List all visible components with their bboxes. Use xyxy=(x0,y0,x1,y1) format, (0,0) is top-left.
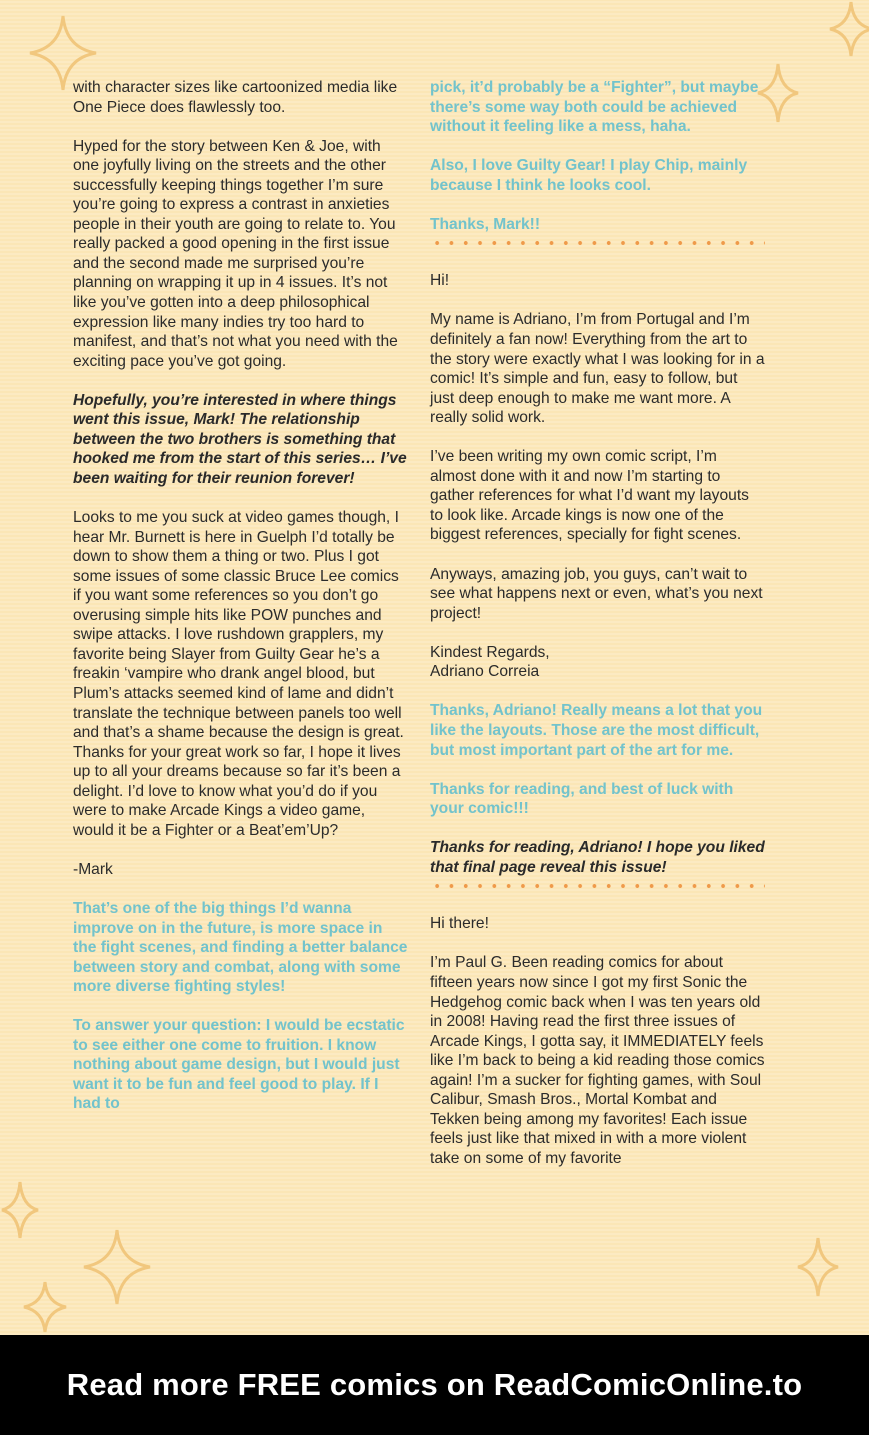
sparkle-icon xyxy=(828,0,869,58)
signoff-name: Adriano Correia xyxy=(430,663,540,681)
sparkle-icon xyxy=(0,1180,40,1240)
creator-reply: That’s one of the big things I’d wanna improve on in the future, is more space in the fight scenes, and finding a better balance between story and combat, along with some more diverse fighting styles! xyxy=(73,899,408,996)
letter-greeting: Hi! xyxy=(430,272,450,290)
creator-reply: Thanks, Adriano! Really means a lot that you like the layouts. Those are the most difficult, but most important part of the art for me. xyxy=(430,702,763,759)
letter-greeting: Hi there! xyxy=(430,915,489,933)
letter-paragraph: I’m Paul G. Been reading comics for about fifteen years now since I got my first Sonic the Hedgehog comic back when I was ten years old in 2008! Having read the first three issues of Arcade Kings, I gotta say, it IMMEDIATELY feels like I’m back to being a kid reading those comics again! I’m a sucker for fighting games, with Soul Calibur, Smash Bros., Mortal Kombat and Tekken being among my favorites! Each issue feels just like that mixed in with a more violent take on some of my favorite xyxy=(430,954,765,1167)
editor-note: Thanks for reading, Adriano! I hope you liked that final page reveal this issue! xyxy=(430,839,765,876)
letter-paragraph: Hyped for the story between Ken & Joe, with one joyfully living on the streets and the other successfully keeping things together I’m sure you’re going to express a contrast in anxieties people in their youth are going to relate to. You really packed a good opening in the first issue and the second made me surprised you’re planning on wrapping it up in 4 issues. It’s not like you’ve gotten into a deep philosophical expression like many indies try too hard to manifest, and that’s not what you need with the exciting pace you’ve got going. xyxy=(73,137,398,370)
signoff-line: Kindest Regards, xyxy=(430,643,550,661)
right-column xyxy=(430,78,765,1168)
editor-note: Hopefully, you’re interested in where things went this issue, Mark! The relationship between the two brothers is something that hooked me from the start of this series… I’ve been waiting for their reunion forever! xyxy=(73,391,407,487)
letter-paragraph: Looks to me you suck at video games though, I hear Mr. Burnett is here in Guelph I’d totally be down to show them a thing or two. Plus I got some issues of some classic Bruce Lee comics if you want some references so you don’t go overusing simple hits like POW punches and swipe attacks. I love rushdown grapplers, my favorite being Slayer from Guilty Gear he’s a freakin ‘vampire who drank angel blood, but Plum’s attacks seemed kind of lame and didn’t translate the technique between panels too well and that’s a shame because the design is great. Thanks for your great work so far, I hope it lives up to all your dreams because so far it’s been a delight. I’d love to know what you’d do if you were to make Arcade Kings a video game, would it be a Fighter or a Beat’em’Up? xyxy=(73,509,404,839)
letter-paragraph: My name is Adriano, I’m from Portugal and I’m definitely a fan now! Everything from the art to the story were exactly what I was looking for in a comic! It’s simple and fun, easy to follow, but just deep enough to make me want more. A really solid work. xyxy=(430,311,765,427)
creator-reply: Thanks, Mark!! xyxy=(430,215,541,233)
dotted-divider xyxy=(430,884,765,888)
letter-paragraph: with character sizes like cartoonized media like One Piece does flawlessly too. xyxy=(73,79,398,116)
letter-signature: -Mark xyxy=(73,860,113,878)
promo-banner xyxy=(0,1335,869,1435)
left-column xyxy=(73,78,408,1114)
creator-reply: pick, it’d probably be a “Fighter”, but maybe there’s some way both could be achieved without it feeling like a mess, haha. xyxy=(430,79,759,136)
dotted-divider xyxy=(430,241,765,245)
promo-banner-text: Read more FREE comics on ReadComicOnline.to xyxy=(66,1367,803,1402)
sparkle-icon xyxy=(796,1236,840,1298)
letter-signature xyxy=(430,643,765,682)
letter-paragraph: Anyways, amazing job, you guys, can’t wait to see what happens next or even, what’s you next project! xyxy=(430,565,763,622)
sparkle-icon xyxy=(22,1280,68,1334)
creator-reply: To answer your question: I would be ecstatic to see either one come to fruition. I know nothing about game design, but I would just want it to be fun and feel good to play. If I had to xyxy=(73,1017,405,1113)
letter-paragraph: I’ve been writing my own comic script, I’m almost done with it and now I’m starting to gather references for what I’d want my layouts to look like. Arcade kings is now one of the biggest references, specially for fight scenes. xyxy=(430,448,749,544)
sparkle-icon xyxy=(82,1228,152,1306)
creator-reply: Thanks for reading, and best of luck with your comic!!! xyxy=(430,780,734,818)
creator-reply: Also, I love Guilty Gear! I play Chip, mainly because I think he looks cool. xyxy=(430,157,748,194)
